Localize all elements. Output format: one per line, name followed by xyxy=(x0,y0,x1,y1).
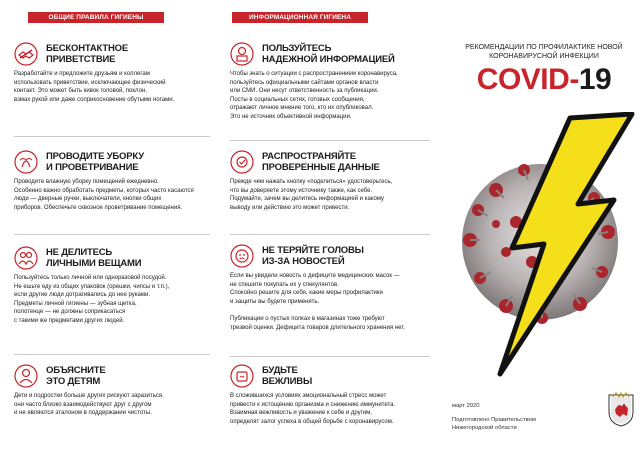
title-number: 19 xyxy=(578,63,612,96)
section-body: Проводите влажную уборку помещений ежедневно. Особенно важно обработать предметы, которых часто касаются люди — дверные ручки, выключатели, кнопки общих приборов. Обеспечьте сквозное проветривание помещения. xyxy=(14,179,194,211)
coat-of-arms-icon xyxy=(606,392,636,428)
reliable-info-icon xyxy=(230,42,254,66)
title-dash: - xyxy=(569,63,579,96)
section-contactless-greeting xyxy=(14,42,212,122)
section-title: РАСПРОСТРАНЯЙТЕ ПРОВЕРЕННЫЕ ДАННЫЕ xyxy=(262,151,380,173)
section-personal-items xyxy=(14,246,212,346)
section-cleaning xyxy=(14,150,212,230)
middle-column-header: ИНФОРМАЦИОННАЯ ГИГИЕНА xyxy=(232,12,368,23)
section-body: Чтобы знать о ситуации с распространением коронавируса, пользуйтесь официальными сайтами органов власти или СМИ. Они несут ответственность за публикации. Посты в социальных сетях, готовых сообщения, отражают личное мнение того, кто их опубликовал. Это не источник объективной информации. xyxy=(230,71,398,120)
politeness-icon xyxy=(230,364,254,388)
virus-lightning-illustration xyxy=(436,112,644,382)
section-title: БУДЬТЕ ВЕЖЛИВЫ xyxy=(262,365,313,387)
recommendation-subtitle: РЕКОМЕНДАЦИИ ПО ПРОФИЛАКТИКЕ НОВОЙ КОРОНАВИРУСНОЙ ИНФЕКЦИИ xyxy=(465,44,623,60)
section-body: В сложившихся условиях эмоциональный стресс может привести к истощению организма и снижению иммунитета. Взаимная вежливость и уважение к себе и другим, определят залог успеха в общей борьбе с коронавирусом. xyxy=(230,393,396,425)
divider xyxy=(230,356,430,357)
divider xyxy=(14,136,210,137)
section-title: ПОЛЬЗУЙТЕСЬ НАДЕЖНОЙ ИНФОРМАЦИЕЙ xyxy=(262,43,395,65)
section-reliable-info xyxy=(230,42,430,132)
divider xyxy=(230,140,430,141)
section-body: Прежде чем нажать кнопку «поделиться» удостоверьтесь, что вы доверяете этому источнику также, как себе. Подумайте, зачем вы делитесь информацией и какому выводу или действию это может привести. xyxy=(230,179,393,211)
stress-head-icon xyxy=(230,244,254,268)
children-icon xyxy=(14,364,38,388)
section-title: НЕ ТЕРЯЙТЕ ГОЛОВЫ ИЗ-ЗА НОВОСТЕЙ xyxy=(262,245,364,267)
left-column-header: ОБЩИЕ ПРАВИЛА ГИГИЕНЫ xyxy=(28,12,164,23)
section-body: Дети и подростки больше других рискуют заразиться, они часто близко взаимодействуют друг с другом и не являются эталоном в поддержании чистоты. xyxy=(14,393,164,417)
publisher: Подготовлено Правительством Нижегородской области xyxy=(452,417,536,431)
handshake-icon xyxy=(14,42,38,66)
cleaning-icon xyxy=(14,150,38,174)
section-title: НЕ ДЕЛИТЕСЬ ЛИЧНЫМИ ВЕЩАМИ xyxy=(46,247,142,269)
covid-title xyxy=(446,62,642,98)
section-title: ПРОВОДИТЕ УБОРКУ И ПРОВЕТРИВАНИЕ xyxy=(46,151,144,173)
divider xyxy=(14,234,210,235)
cover-column xyxy=(436,0,644,452)
title-word: COVID xyxy=(476,63,570,96)
section-politeness xyxy=(230,364,430,434)
section-title: ОБЪЯСНИТЕ ЭТО ДЕТЯМ xyxy=(46,365,106,387)
section-children xyxy=(14,364,212,434)
divider xyxy=(14,354,210,355)
publication-date: март 2020 xyxy=(452,403,480,409)
section-title: БЕСКОНТАКТНОЕ ПРИВЕТСТВИЕ xyxy=(46,43,128,65)
section-share-verified xyxy=(230,150,430,230)
section-body: Пользуйтесь только личной или одноразовой посудой. Не ешьте еду из общих упаковок (орешки, чипсы и т.п.), если другие люди дотрагивались до нее руками. Предметы личной гигиены — зубная щетка, полотенце — не должны соприкасаться с такими же предметами других людей. xyxy=(14,275,170,324)
section-body: Если вы увидели новость о дефиците медицинских масок — не спешите покупать их у спекулянтов. Спокойно решите для себя, какие меры профилактики и защиты вы будете применять. Публикации о пустых полках в магазинах тоже требуют трезвой оценки. Дефицита товаров длительного хранения нет. xyxy=(230,273,405,331)
middle-column xyxy=(222,0,432,452)
share-verified-icon xyxy=(230,150,254,174)
personal-items-icon xyxy=(14,246,38,270)
left-column xyxy=(0,0,214,452)
divider xyxy=(230,234,430,235)
section-body: Разработайте и предложите друзьям и коллегам использовать приветствие, исключающее физический контакт. Это может быть кивок головой, поклон, взмах рукой или даже соприкосновение обутыми ногами. xyxy=(14,71,175,103)
section-stress-news xyxy=(230,244,430,354)
